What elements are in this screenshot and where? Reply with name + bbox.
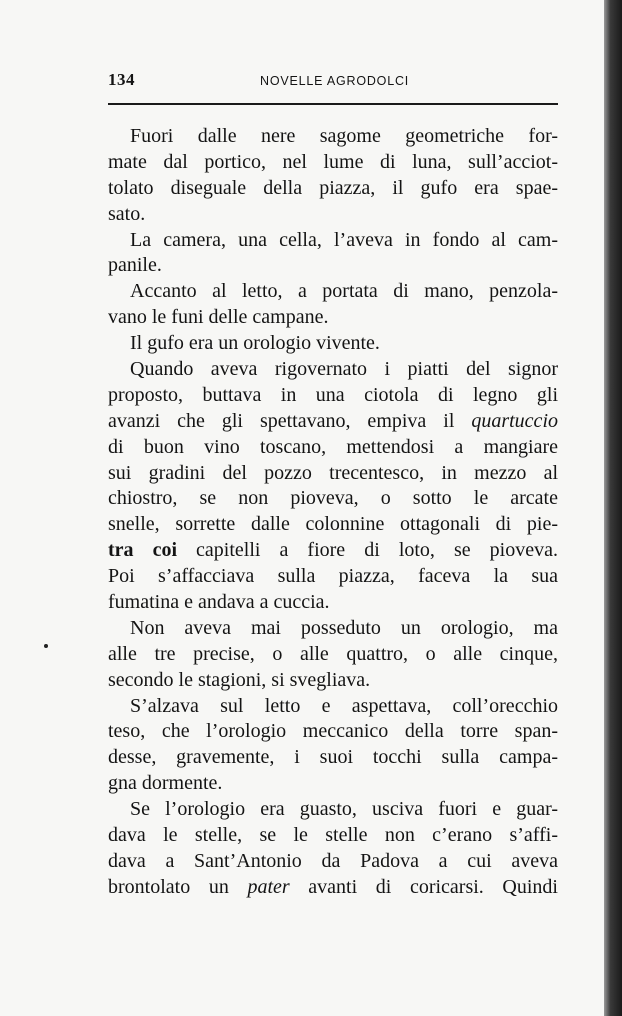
text-line: desse, gravemente, i suoi tocchi sulla campa- [108,746,558,769]
text-line: Quando aveva rigovernato i piatti del signor [130,358,558,381]
text-line [108,538,558,564]
text-run: avanzi che gli spettavano, empiva il [108,409,472,432]
text-line: proposto, buttava in una ciotola di legno gli [108,383,558,406]
text-line: fumatina e andava a cuccia. [108,591,330,614]
text-line: snelle, sorrette dalle colonnine ottagonali di pie- [108,513,558,536]
text-line: sui gradini del pozzo trecentesco, in mezzo al [108,461,558,484]
text-line: Fuori dalle nere sagome geometriche for- [130,125,558,147]
text-line: dava a Sant’Antonio da Padova a cui aveva [108,849,558,872]
text-line: teso, che l’orologio meccanico della torre span- [108,720,558,743]
text-line [108,409,558,435]
text-run: brontolato un [108,875,248,898]
text-line: Accanto al letto, a portata di mano, penzola- [130,280,558,303]
text-line: vano le funi delle campane. [108,306,329,329]
text-line: di buon vino toscano, mettendosi a mangiare [108,435,558,458]
header-rule [108,103,558,105]
bold-run: tra coi [108,539,178,562]
text-line: mate dal portico, nel lume di luna, sull’acciot- [108,150,558,173]
text-run: avanti di coricarsi. Quindi [289,875,558,898]
text-line: Non aveva mai posseduto un orologio, ma [130,616,558,639]
text-line: gna dormente. [108,772,223,795]
text-line: tolato diseguale della piazza, il gufo era spae- [108,176,558,199]
text-line: secondo le stagioni, si svegliava. [108,668,371,691]
text-line: dava le stelle, se le stelle non c’erano s’affi- [108,824,558,847]
text-line: chiostro, se non pioveva, o sotto le arcate [108,487,558,510]
text-line: sato. [108,202,146,225]
text-line: panile. [108,254,162,277]
page-number: 134 [108,70,135,89]
body-text [108,124,558,901]
text-line: Poi s’affacciava sulla piazza, faceva la sua [108,565,558,588]
text-line: S’alzava sul letto e aspettava, coll’orecchio [130,694,558,717]
running-title: NOVELLE AGRODOLCI [260,74,410,88]
page-header [108,70,558,94]
italic-word: quartuccio [471,409,558,432]
text-line [108,875,558,901]
text-run: capitelli a fiore di loto, se pioveva. [177,539,558,562]
book-spine-shadow [604,0,622,1016]
text-line: Il gufo era un orologio vivente. [130,332,380,355]
margin-mark [44,644,48,648]
text-line: alle tre precise, o alle quattro, o alle cinque, [108,642,558,665]
text-line: Se l’orologio era guasto, usciva fuori e guar- [130,798,558,821]
text-line: La camera, una cella, l’aveva in fondo al cam- [130,228,558,251]
italic-word: pater [247,875,290,898]
